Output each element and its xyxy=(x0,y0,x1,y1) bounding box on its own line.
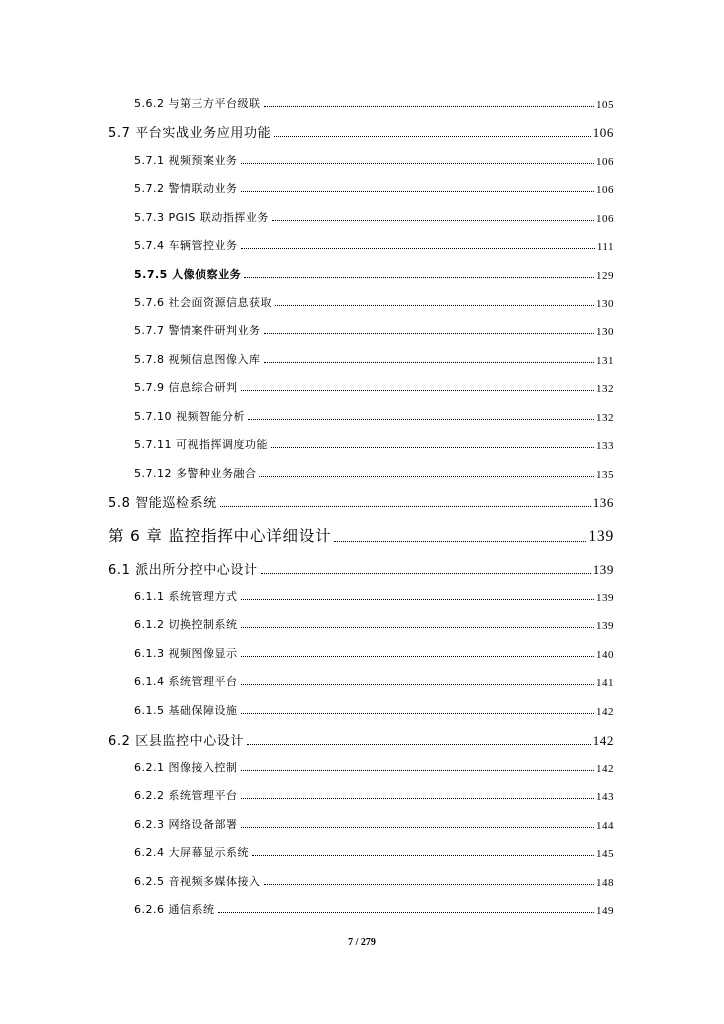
toc-entry-label: 6.1.5 基础保障设施 xyxy=(134,704,238,717)
toc-entry-page: 139 xyxy=(592,562,614,577)
toc-entry[interactable] xyxy=(134,266,614,282)
toc-entry-page: 139 xyxy=(596,592,614,604)
leader-dots xyxy=(220,506,591,507)
toc-entry-label: 5.7.2 警情联动业务 xyxy=(134,182,238,195)
leader-dots xyxy=(272,220,594,221)
toc-entry-page: 136 xyxy=(592,495,614,510)
toc-entry[interactable] xyxy=(134,209,614,225)
toc-entry-label: 5.7.6 社会面资源信息获取 xyxy=(134,296,272,309)
toc-entry-page: 142 xyxy=(596,763,614,775)
leader-dots xyxy=(248,419,594,420)
toc-entry[interactable] xyxy=(134,294,614,310)
leader-dots xyxy=(264,362,595,363)
toc-entry-page: 139 xyxy=(588,528,614,545)
toc-entry[interactable] xyxy=(134,180,614,196)
leader-dots xyxy=(261,573,591,574)
toc-entry[interactable] xyxy=(134,465,614,481)
toc-entry-label: 5.7.5 人像侦察业务 xyxy=(134,268,242,281)
toc-entry-page: 133 xyxy=(596,440,614,452)
toc-entry[interactable] xyxy=(134,616,614,632)
toc-entry[interactable] xyxy=(134,816,614,832)
toc-entry[interactable] xyxy=(134,645,614,661)
leader-dots xyxy=(252,855,594,856)
toc-entry-page: 135 xyxy=(596,469,614,481)
leader-dots xyxy=(241,656,595,657)
toc-entry-label: 6.2.3 网络设备部署 xyxy=(134,818,238,831)
leader-dots xyxy=(244,277,594,278)
toc-entry[interactable] xyxy=(134,351,614,367)
toc-entry-label: 5.7.10 视频智能分析 xyxy=(134,410,245,423)
toc-entry[interactable] xyxy=(134,95,614,111)
toc-entry-page: 130 xyxy=(596,326,614,338)
toc-entry-label: 6.2.1 图像接入控制 xyxy=(134,761,238,774)
toc-entry-page: 140 xyxy=(596,649,614,661)
toc-entry-label: 5.7.7 警情案件研判业务 xyxy=(134,324,261,337)
toc-entry-page: 131 xyxy=(596,355,614,367)
toc-entry-label: 5.7 平台实战业务应用功能 xyxy=(108,126,272,141)
leader-dots xyxy=(241,827,595,828)
toc-entry-label: 6.2 区县监控中心设计 xyxy=(108,734,245,749)
leader-dots xyxy=(247,744,591,745)
leader-dots xyxy=(264,884,595,885)
toc-entry[interactable] xyxy=(108,122,614,141)
toc-entry-page: 111 xyxy=(596,241,614,253)
leader-dots xyxy=(218,912,595,913)
toc-entry-label: 6.1.1 系统管理方式 xyxy=(134,590,238,603)
leader-dots xyxy=(241,163,595,164)
toc-entry-page: 106 xyxy=(596,184,614,196)
leader-dots xyxy=(241,191,595,192)
toc-entry-label: 5.7.9 信息综合研判 xyxy=(134,381,238,394)
leader-dots xyxy=(241,798,595,799)
toc-entry[interactable] xyxy=(134,152,614,168)
leader-dots xyxy=(241,248,595,249)
toc-entry-page: 130 xyxy=(596,298,614,310)
toc-entry-label: 6.2.5 音视频多媒体接入 xyxy=(134,875,261,888)
leader-dots xyxy=(241,599,595,600)
toc-entry[interactable] xyxy=(134,237,614,253)
page-number-footer: 7 / 279 xyxy=(348,937,376,948)
leader-dots xyxy=(264,106,595,107)
toc-entry-page: 143 xyxy=(596,791,614,803)
toc-entry-label: 5.7.3 PGIS 联动指挥业务 xyxy=(134,211,269,224)
toc-entry[interactable] xyxy=(134,379,614,395)
leader-dots xyxy=(241,713,595,714)
toc-entry-label: 6.2.4 大屏幕显示系统 xyxy=(134,846,249,859)
toc-entry[interactable] xyxy=(134,873,614,889)
toc-entry-label: 5.7.11 可视指挥调度功能 xyxy=(134,438,268,451)
toc-entry-label: 5.8 智能巡检系统 xyxy=(108,496,217,511)
leader-dots xyxy=(241,627,595,628)
toc-entry[interactable] xyxy=(134,702,614,718)
toc-entry-page: 145 xyxy=(596,848,614,860)
toc-entry-page: 142 xyxy=(592,733,614,748)
toc-entry-label: 5.6.2 与第三方平台级联 xyxy=(134,97,261,110)
toc-entry-label: 5.7.4 车辆管控业务 xyxy=(134,239,238,252)
toc-entry[interactable] xyxy=(134,787,614,803)
toc-entry-page: 139 xyxy=(596,620,614,632)
toc-entry[interactable] xyxy=(134,436,614,452)
toc-entry[interactable] xyxy=(108,559,614,578)
toc-entry[interactable] xyxy=(134,408,614,424)
toc-entry-page: 106 xyxy=(596,213,614,225)
toc-entry[interactable] xyxy=(108,730,614,749)
toc-entry-label: 6.1.3 视频图像显示 xyxy=(134,647,238,660)
leader-dots xyxy=(241,770,595,771)
toc-entry-label: 第 6 章 监控指挥中心详细设计 xyxy=(108,527,332,545)
toc-entry-page: 132 xyxy=(596,383,614,395)
toc-entry-label: 5.7.1 视频预案业务 xyxy=(134,154,238,167)
leader-dots xyxy=(334,541,586,542)
toc-entry-page: 105 xyxy=(596,99,614,111)
toc-entry-page: 144 xyxy=(596,820,614,832)
toc-entry[interactable] xyxy=(134,322,614,338)
toc-entry-label: 6.1 派出所分控中心设计 xyxy=(108,563,258,578)
toc-entry-label: 5.7.12 多警种业务融合 xyxy=(134,467,257,480)
toc-entry-page: 148 xyxy=(596,877,614,889)
toc-entry-label: 6.2.6 通信系统 xyxy=(134,903,215,916)
toc-entry[interactable] xyxy=(134,759,614,775)
toc-entry-label: 6.1.2 切换控制系统 xyxy=(134,618,238,631)
toc-entry-label: 5.7.8 视频信息图像入库 xyxy=(134,353,261,366)
leader-dots xyxy=(241,390,595,391)
toc-entry[interactable] xyxy=(108,492,614,511)
toc-entry-label: 6.2.2 系统管理平台 xyxy=(134,789,238,802)
toc-entry[interactable] xyxy=(134,844,614,860)
toc-entry-page: 106 xyxy=(596,156,614,168)
leader-dots xyxy=(274,136,590,137)
toc-entry[interactable] xyxy=(134,673,614,689)
toc-entry[interactable] xyxy=(108,524,614,546)
leader-dots xyxy=(275,305,594,306)
toc-entry-page: 141 xyxy=(596,677,614,689)
toc-entry-label: 6.1.4 系统管理平台 xyxy=(134,675,238,688)
toc-entry-page: 149 xyxy=(596,905,614,917)
toc-entry[interactable] xyxy=(134,901,614,917)
leader-dots xyxy=(264,333,595,334)
toc-entry-page: 129 xyxy=(596,270,614,282)
toc-entry-page: 142 xyxy=(596,706,614,718)
leader-dots xyxy=(241,684,595,685)
leader-dots xyxy=(271,447,594,448)
toc-entry-page: 106 xyxy=(592,125,614,140)
leader-dots xyxy=(259,476,594,477)
toc-entry-page: 132 xyxy=(596,412,614,424)
toc-entry[interactable] xyxy=(134,588,614,604)
